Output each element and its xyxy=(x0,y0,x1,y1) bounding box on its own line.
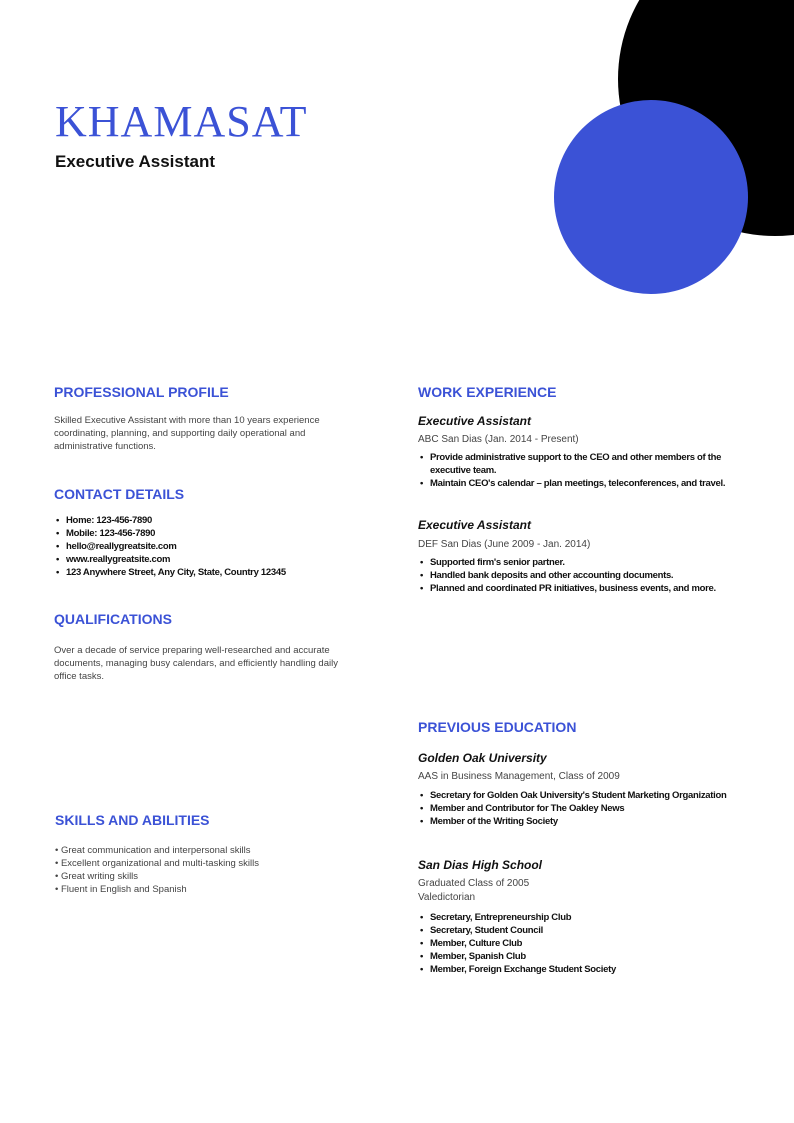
school-bullet: • Member of the Writing Society xyxy=(430,815,760,828)
candidate-role: Executive Assistant xyxy=(55,152,215,171)
contact-item-email: • hello@reallygreatsite.com xyxy=(66,540,386,553)
profile-text: Skilled Executive Assistant with more than 10 years experience coordinating, planning, and supporting daily operational and administrative functions. xyxy=(54,415,320,452)
job-bullet: • Supported firm's senior partner. xyxy=(430,556,750,569)
school-bullet: • Secretary for Golden Oak University's Student Marketing Organization xyxy=(430,789,760,802)
school-bullet: • Member and Contributor for The Oakley News xyxy=(430,802,760,815)
skills-list xyxy=(55,844,375,896)
contact-item-address: • 123 Anywhere Street, Any City, State, Country 12345 xyxy=(66,566,386,579)
skill-item: • Fluent in English and Spanish xyxy=(55,884,187,895)
contact-item-home: • Home: 123-456-7890 xyxy=(66,514,386,527)
school-bullet: • Secretary, Entrepreneurship Club xyxy=(430,911,750,924)
qualifications-heading: QUALIFICATIONS xyxy=(54,611,172,627)
contact-heading: CONTACT DETAILS xyxy=(54,486,185,502)
job-bullet: • Provide administrative support to the CEO and other members of the executive team. xyxy=(430,451,730,477)
job-title: Executive Assistant xyxy=(418,518,531,532)
job-company: DEF San Dias (June 2009 - Jan. 2014) xyxy=(418,539,591,550)
skills-heading: SKILLS AND ABILITIES xyxy=(55,812,210,828)
job-bullet: • Handled bank deposits and other accounting documents. xyxy=(430,569,750,582)
work-heading: WORK EXPERIENCE xyxy=(418,384,557,400)
profile-heading: PROFESSIONAL PROFILE xyxy=(54,384,229,400)
skill-item: • Great writing skills xyxy=(55,871,139,882)
job-bullet: • Maintain CEO's calendar – plan meetings, teleconferences, and travel. xyxy=(430,477,730,490)
qualifications-text: Over a decade of service preparing well-researched and accurate documents, managing busy calendars, and efficiently handling daily office tasks. xyxy=(54,645,338,682)
candidate-name: KHAMASAT xyxy=(55,97,308,146)
skill-item: • Great communication and interpersonal skills xyxy=(55,845,251,856)
education-heading: PREVIOUS EDUCATION xyxy=(418,719,577,735)
school-bullets xyxy=(418,789,760,828)
school-name: San Dias High School xyxy=(418,858,543,872)
job-bullets xyxy=(418,451,730,490)
contact-item-mobile: • Mobile: 123-456-7890 xyxy=(66,527,386,540)
school-bullets xyxy=(418,911,750,976)
school-honor: Valedictorian xyxy=(418,892,476,903)
contact-item-website: • www.reallygreatsite.com xyxy=(66,553,386,566)
school-name: Golden Oak University xyxy=(418,751,547,765)
school-bullet: • Member, Foreign Exchange Student Society xyxy=(430,963,750,976)
job-bullets xyxy=(418,556,750,595)
skill-item: • Excellent organizational and multi-tasking skills xyxy=(55,858,259,869)
blue-circle-decor xyxy=(554,100,748,294)
school-bullet: • Member, Culture Club xyxy=(430,937,750,950)
school-bullet: • Secretary, Student Council xyxy=(430,924,750,937)
job-company: ABC San Dias (Jan. 2014 - Present) xyxy=(418,434,579,445)
job-title: Executive Assistant xyxy=(418,414,531,428)
school-detail: Graduated Class of 2005 xyxy=(418,878,530,889)
school-detail: AAS in Business Management, Class of 2009 xyxy=(418,771,620,782)
school-bullet: • Member, Spanish Club xyxy=(430,950,750,963)
job-bullet: • Planned and coordinated PR initiatives, business events, and more. xyxy=(430,582,750,595)
contact-list xyxy=(54,514,386,579)
